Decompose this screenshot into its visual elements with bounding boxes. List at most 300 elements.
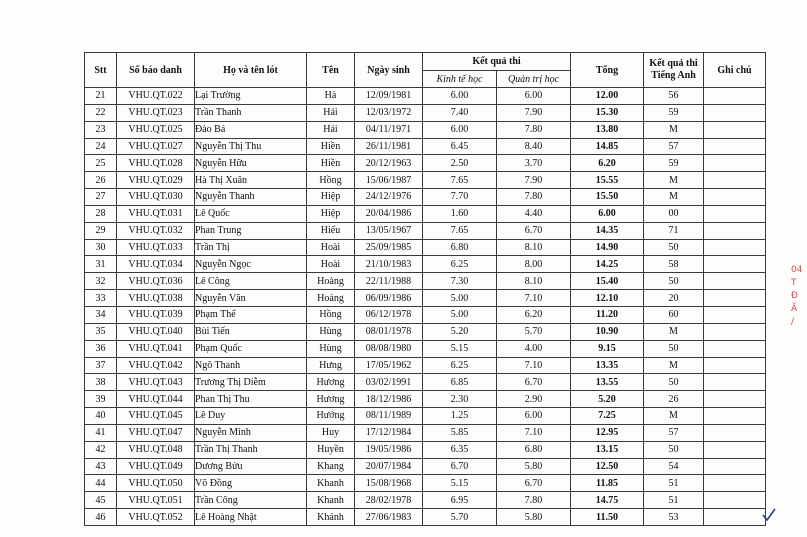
cell-ghi-chu — [704, 239, 766, 256]
cell-stt: 43 — [85, 458, 117, 475]
cell-ghi-chu — [704, 121, 766, 138]
cell-ghi-chu — [704, 391, 766, 408]
cell-tong: 11.50 — [571, 509, 644, 526]
cell-ngay-sinh: 08/01/1978 — [355, 323, 423, 340]
cell-kinh-te-hoc: 6.00 — [423, 88, 497, 105]
cell-ho-ten-lot: Nguyễn Thanh — [195, 189, 307, 206]
cell-quan-tri-hoc: 5.80 — [497, 509, 571, 526]
cell-stt: 21 — [85, 88, 117, 105]
cell-so-bao-danh: VHU.QT.022 — [117, 88, 195, 105]
cell-tong: 14.75 — [571, 492, 644, 509]
cell-quan-tri-hoc: 5.80 — [497, 458, 571, 475]
cell-ngay-sinh: 26/11/1981 — [355, 138, 423, 155]
cell-stt: 32 — [85, 273, 117, 290]
cell-ho-ten-lot: Lê Hoàng Nhật — [195, 509, 307, 526]
cell-ten: Hoài — [307, 239, 355, 256]
cell-ngay-sinh: 19/05/1986 — [355, 441, 423, 458]
header-ho-ten-lot: Họ và tên lót — [195, 53, 307, 88]
cell-tieng-anh: 50 — [644, 273, 704, 290]
cell-ngay-sinh: 20/07/1984 — [355, 458, 423, 475]
cell-kinh-te-hoc: 7.65 — [423, 222, 497, 239]
cell-tong: 12.10 — [571, 290, 644, 307]
cell-tong: 13.80 — [571, 121, 644, 138]
cell-tong: 13.35 — [571, 357, 644, 374]
cell-tieng-anh: 50 — [644, 441, 704, 458]
cell-so-bao-danh: VHU.QT.029 — [117, 172, 195, 189]
cell-tong: 13.15 — [571, 441, 644, 458]
stamp-char: 04 — [791, 265, 803, 275]
cell-ho-ten-lot: Phạm Thế — [195, 306, 307, 323]
cell-tieng-anh: M — [644, 172, 704, 189]
cell-ten: Hương — [307, 374, 355, 391]
cell-ghi-chu — [704, 509, 766, 526]
cell-stt: 42 — [85, 441, 117, 458]
cell-tieng-anh: M — [644, 357, 704, 374]
cell-quan-tri-hoc: 3.70 — [497, 155, 571, 172]
cell-stt: 29 — [85, 222, 117, 239]
cell-stt: 33 — [85, 290, 117, 307]
cell-so-bao-danh: VHU.QT.027 — [117, 138, 195, 155]
cell-ho-ten-lot: Phạm Quốc — [195, 340, 307, 357]
cell-tieng-anh: 59 — [644, 155, 704, 172]
cell-ghi-chu — [704, 104, 766, 121]
cell-ten: Hoàng — [307, 290, 355, 307]
cell-so-bao-danh: VHU.QT.038 — [117, 290, 195, 307]
cell-kinh-te-hoc: 5.15 — [423, 340, 497, 357]
cell-ghi-chu — [704, 189, 766, 206]
cell-ghi-chu — [704, 492, 766, 509]
cell-kinh-te-hoc: 6.95 — [423, 492, 497, 509]
cell-ho-ten-lot: Trần Thị — [195, 239, 307, 256]
cell-ten: Khanh — [307, 475, 355, 492]
cell-tong: 15.55 — [571, 172, 644, 189]
cell-kinh-te-hoc: 5.85 — [423, 424, 497, 441]
cell-stt: 37 — [85, 357, 117, 374]
cell-so-bao-danh: VHU.QT.048 — [117, 441, 195, 458]
cell-ten: Hùng — [307, 340, 355, 357]
cell-stt: 46 — [85, 509, 117, 526]
cell-ghi-chu — [704, 475, 766, 492]
table-row — [85, 222, 766, 239]
cell-ten: Hương — [307, 391, 355, 408]
cell-kinh-te-hoc: 7.65 — [423, 172, 497, 189]
table-row — [85, 138, 766, 155]
header-ket-qua-thi: Kết quả thi — [423, 53, 571, 71]
cell-ten: Hiếu — [307, 222, 355, 239]
table-header — [85, 53, 766, 88]
cell-ten: Hùng — [307, 323, 355, 340]
cell-ghi-chu — [704, 222, 766, 239]
cell-so-bao-danh: VHU.QT.041 — [117, 340, 195, 357]
table-row — [85, 290, 766, 307]
cell-quan-tri-hoc: 7.90 — [497, 172, 571, 189]
cell-tong: 7.25 — [571, 408, 644, 425]
cell-ho-ten-lot: Nguyễn Hữu — [195, 155, 307, 172]
cell-so-bao-danh: VHU.QT.050 — [117, 475, 195, 492]
cell-so-bao-danh: VHU.QT.049 — [117, 458, 195, 475]
cell-ho-ten-lot: Dương Bửu — [195, 458, 307, 475]
cell-so-bao-danh: VHU.QT.033 — [117, 239, 195, 256]
cell-stt: 34 — [85, 306, 117, 323]
cell-tong: 12.50 — [571, 458, 644, 475]
cell-ngay-sinh: 28/02/1978 — [355, 492, 423, 509]
cell-stt: 22 — [85, 104, 117, 121]
cell-ghi-chu — [704, 172, 766, 189]
cell-kinh-te-hoc: 6.25 — [423, 357, 497, 374]
cell-so-bao-danh: VHU.QT.047 — [117, 424, 195, 441]
table-row — [85, 256, 766, 273]
cell-tieng-anh: 50 — [644, 239, 704, 256]
cell-ho-ten-lot: Nguyễn Thị Thu — [195, 138, 307, 155]
cell-stt: 28 — [85, 205, 117, 222]
cell-ngay-sinh: 15/06/1987 — [355, 172, 423, 189]
cell-ghi-chu — [704, 424, 766, 441]
cell-ten: Hiệp — [307, 189, 355, 206]
cell-tieng-anh: 51 — [644, 492, 704, 509]
cell-stt: 31 — [85, 256, 117, 273]
cell-ten: Hải — [307, 121, 355, 138]
cell-ngay-sinh: 08/11/1989 — [355, 408, 423, 425]
cell-so-bao-danh: VHU.QT.034 — [117, 256, 195, 273]
cell-ngay-sinh: 27/06/1983 — [355, 509, 423, 526]
cell-ngay-sinh: 08/08/1980 — [355, 340, 423, 357]
cell-ten: Hiền — [307, 155, 355, 172]
cell-ghi-chu — [704, 306, 766, 323]
cell-ten: Khang — [307, 458, 355, 475]
cell-ten: Khanh — [307, 492, 355, 509]
score-table — [84, 52, 766, 526]
cell-stt: 38 — [85, 374, 117, 391]
cell-ghi-chu — [704, 290, 766, 307]
cell-tong: 9.15 — [571, 340, 644, 357]
cell-ho-ten-lot: Trương Thị Diễm — [195, 374, 307, 391]
cell-ngay-sinh: 17/12/1984 — [355, 424, 423, 441]
cell-tong: 11.20 — [571, 306, 644, 323]
cell-quan-tri-hoc: 6.00 — [497, 408, 571, 425]
table-row — [85, 408, 766, 425]
cell-ngay-sinh: 13/05/1967 — [355, 222, 423, 239]
table-row — [85, 441, 766, 458]
cell-ngay-sinh: 12/09/1981 — [355, 88, 423, 105]
cell-ten: Hà — [307, 88, 355, 105]
cell-ho-ten-lot: Trần Công — [195, 492, 307, 509]
cell-stt: 36 — [85, 340, 117, 357]
cell-ghi-chu — [704, 441, 766, 458]
cell-kinh-te-hoc: 7.30 — [423, 273, 497, 290]
table-row — [85, 306, 766, 323]
cell-tieng-anh: M — [644, 189, 704, 206]
cell-quan-tri-hoc: 5.70 — [497, 323, 571, 340]
cell-ngay-sinh: 04/11/1971 — [355, 121, 423, 138]
table-row — [85, 88, 766, 105]
table-row — [85, 374, 766, 391]
cell-kinh-te-hoc: 6.80 — [423, 239, 497, 256]
cell-tieng-anh: 53 — [644, 509, 704, 526]
cell-ho-ten-lot: Đào Bá — [195, 121, 307, 138]
cell-quan-tri-hoc: 7.80 — [497, 189, 571, 206]
cell-ghi-chu — [704, 205, 766, 222]
cell-ngay-sinh: 25/09/1985 — [355, 239, 423, 256]
table-row — [85, 104, 766, 121]
table-row — [85, 391, 766, 408]
cell-ho-ten-lot: Phan Trung — [195, 222, 307, 239]
cell-stt: 41 — [85, 424, 117, 441]
cell-ten: Hoàng — [307, 273, 355, 290]
cell-ghi-chu — [704, 273, 766, 290]
cell-quan-tri-hoc: 7.10 — [497, 424, 571, 441]
cell-tong: 14.90 — [571, 239, 644, 256]
cell-tong: 14.35 — [571, 222, 644, 239]
header-ket-qua-tieng-anh: Kết quả thi Tiếng Anh — [644, 53, 704, 88]
cell-so-bao-danh: VHU.QT.036 — [117, 273, 195, 290]
cell-tong: 14.85 — [571, 138, 644, 155]
cell-quan-tri-hoc: 6.70 — [497, 374, 571, 391]
table-row — [85, 239, 766, 256]
ink-check-mark-icon — [762, 508, 776, 522]
table-row — [85, 323, 766, 340]
cell-so-bao-danh: VHU.QT.043 — [117, 374, 195, 391]
table-row — [85, 155, 766, 172]
cell-ten: Khánh — [307, 509, 355, 526]
cell-ho-ten-lot: Trần Thị Thanh — [195, 441, 307, 458]
cell-kinh-te-hoc: 6.00 — [423, 121, 497, 138]
cell-ho-ten-lot: Nguyễn Văn — [195, 290, 307, 307]
cell-tong: 15.30 — [571, 104, 644, 121]
cell-ghi-chu — [704, 88, 766, 105]
cell-so-bao-danh: VHU.QT.031 — [117, 205, 195, 222]
cell-ngay-sinh: 20/04/1986 — [355, 205, 423, 222]
cell-tieng-anh: 59 — [644, 104, 704, 121]
cell-ngay-sinh: 06/09/1986 — [355, 290, 423, 307]
cell-ghi-chu — [704, 256, 766, 273]
cell-ghi-chu — [704, 155, 766, 172]
cell-ngay-sinh: 22/11/1988 — [355, 273, 423, 290]
cell-stt: 39 — [85, 391, 117, 408]
cell-ghi-chu — [704, 408, 766, 425]
cell-kinh-te-hoc: 5.15 — [423, 475, 497, 492]
cell-quan-tri-hoc: 6.00 — [497, 88, 571, 105]
cell-tieng-anh: 50 — [644, 374, 704, 391]
cell-ghi-chu — [704, 323, 766, 340]
cell-tong: 14.25 — [571, 256, 644, 273]
table-row — [85, 273, 766, 290]
cell-kinh-te-hoc: 7.70 — [423, 189, 497, 206]
cell-tong: 6.20 — [571, 155, 644, 172]
cell-ngay-sinh: 12/03/1972 — [355, 104, 423, 121]
cell-tieng-anh: 51 — [644, 475, 704, 492]
table-row — [85, 458, 766, 475]
cell-ten: Huyền — [307, 441, 355, 458]
cell-so-bao-danh: VHU.QT.051 — [117, 492, 195, 509]
cell-ngay-sinh: 20/12/1963 — [355, 155, 423, 172]
stamp-char: / — [791, 317, 795, 327]
cell-ngay-sinh: 06/12/1978 — [355, 306, 423, 323]
cell-ten: Hiệp — [307, 205, 355, 222]
cell-quan-tri-hoc: 6.70 — [497, 475, 571, 492]
stamp-char: T — [791, 278, 797, 288]
cell-kinh-te-hoc: 1.25 — [423, 408, 497, 425]
stamp-char: Đ — [791, 291, 798, 301]
cell-stt: 30 — [85, 239, 117, 256]
cell-ngay-sinh: 18/12/1986 — [355, 391, 423, 408]
table-row — [85, 509, 766, 526]
cell-stt: 23 — [85, 121, 117, 138]
table-body — [85, 88, 766, 526]
cell-tieng-anh: 54 — [644, 458, 704, 475]
cell-tieng-anh: 58 — [644, 256, 704, 273]
cell-quan-tri-hoc: 6.80 — [497, 441, 571, 458]
cell-tieng-anh: 71 — [644, 222, 704, 239]
cell-tieng-anh: M — [644, 121, 704, 138]
cell-ten: Hồng — [307, 172, 355, 189]
cell-kinh-te-hoc: 6.35 — [423, 441, 497, 458]
cell-ngay-sinh: 24/12/1976 — [355, 189, 423, 206]
cell-so-bao-danh: VHU.QT.028 — [117, 155, 195, 172]
cell-tong: 15.40 — [571, 273, 644, 290]
cell-tieng-anh: 57 — [644, 138, 704, 155]
table-row — [85, 189, 766, 206]
cell-ho-ten-lot: Lê Quốc — [195, 205, 307, 222]
cell-ho-ten-lot: Ngô Thanh — [195, 357, 307, 374]
cell-ghi-chu — [704, 138, 766, 155]
cell-quan-tri-hoc: 7.90 — [497, 104, 571, 121]
cell-ho-ten-lot: Võ Đồng — [195, 475, 307, 492]
cell-stt: 44 — [85, 475, 117, 492]
red-stamp-fragment — [791, 264, 807, 374]
cell-kinh-te-hoc: 6.25 — [423, 256, 497, 273]
cell-ngay-sinh: 15/08/1968 — [355, 475, 423, 492]
table-row — [85, 424, 766, 441]
cell-ho-ten-lot: Nguyễn Minh — [195, 424, 307, 441]
cell-so-bao-danh: VHU.QT.030 — [117, 189, 195, 206]
cell-quan-tri-hoc: 7.80 — [497, 121, 571, 138]
cell-tieng-anh: 00 — [644, 205, 704, 222]
cell-ten: Hướng — [307, 408, 355, 425]
cell-so-bao-danh: VHU.QT.040 — [117, 323, 195, 340]
cell-so-bao-danh: VHU.QT.023 — [117, 104, 195, 121]
cell-quan-tri-hoc: 8.10 — [497, 273, 571, 290]
cell-tong: 11.85 — [571, 475, 644, 492]
cell-stt: 35 — [85, 323, 117, 340]
cell-tong: 6.00 — [571, 205, 644, 222]
cell-quan-tri-hoc: 7.10 — [497, 357, 571, 374]
cell-so-bao-danh: VHU.QT.042 — [117, 357, 195, 374]
cell-stt: 25 — [85, 155, 117, 172]
cell-tieng-anh: 26 — [644, 391, 704, 408]
cell-quan-tri-hoc: 8.10 — [497, 239, 571, 256]
cell-ghi-chu — [704, 340, 766, 357]
cell-kinh-te-hoc: 5.00 — [423, 306, 497, 323]
table-row — [85, 121, 766, 138]
cell-ho-ten-lot: Nguyễn Ngọc — [195, 256, 307, 273]
cell-ngay-sinh: 17/05/1962 — [355, 357, 423, 374]
cell-ghi-chu — [704, 374, 766, 391]
cell-tong: 12.95 — [571, 424, 644, 441]
header-ten: Tên — [307, 53, 355, 88]
cell-tieng-anh: 50 — [644, 340, 704, 357]
cell-ho-ten-lot: Trần Thanh — [195, 104, 307, 121]
cell-stt: 26 — [85, 172, 117, 189]
cell-ten: Hiền — [307, 138, 355, 155]
cell-ho-ten-lot: Hà Thị Xuân — [195, 172, 307, 189]
cell-so-bao-danh: VHU.QT.039 — [117, 306, 195, 323]
cell-tong: 12.00 — [571, 88, 644, 105]
cell-quan-tri-hoc: 6.70 — [497, 222, 571, 239]
cell-kinh-te-hoc: 5.70 — [423, 509, 497, 526]
cell-tieng-anh: M — [644, 408, 704, 425]
cell-tieng-anh: 60 — [644, 306, 704, 323]
cell-tong: 5.20 — [571, 391, 644, 408]
table-row — [85, 172, 766, 189]
table-row — [85, 340, 766, 357]
cell-tieng-anh: M — [644, 323, 704, 340]
cell-kinh-te-hoc: 6.85 — [423, 374, 497, 391]
cell-ngay-sinh: 03/02/1991 — [355, 374, 423, 391]
cell-so-bao-danh: VHU.QT.052 — [117, 509, 195, 526]
cell-tieng-anh: 56 — [644, 88, 704, 105]
cell-kinh-te-hoc: 1.60 — [423, 205, 497, 222]
cell-ho-ten-lot: Lại Trường — [195, 88, 307, 105]
cell-ten: Hải — [307, 104, 355, 121]
cell-ten: Huy — [307, 424, 355, 441]
cell-ghi-chu — [704, 458, 766, 475]
cell-quan-tri-hoc: 8.00 — [497, 256, 571, 273]
stamp-char: Ă — [791, 304, 798, 314]
cell-quan-tri-hoc: 2.90 — [497, 391, 571, 408]
cell-stt: 27 — [85, 189, 117, 206]
header-so-bao-danh: Số báo danh — [117, 53, 195, 88]
cell-tong: 10.90 — [571, 323, 644, 340]
cell-quan-tri-hoc: 7.80 — [497, 492, 571, 509]
cell-stt: 24 — [85, 138, 117, 155]
cell-kinh-te-hoc: 5.20 — [423, 323, 497, 340]
cell-tong: 13.55 — [571, 374, 644, 391]
table-row — [85, 492, 766, 509]
cell-ten: Hoài — [307, 256, 355, 273]
cell-ngay-sinh: 21/10/1983 — [355, 256, 423, 273]
cell-so-bao-danh: VHU.QT.045 — [117, 408, 195, 425]
cell-so-bao-danh: VHU.QT.044 — [117, 391, 195, 408]
cell-stt: 40 — [85, 408, 117, 425]
cell-quan-tri-hoc: 4.00 — [497, 340, 571, 357]
table-row — [85, 357, 766, 374]
cell-ho-ten-lot: Lê Duy — [195, 408, 307, 425]
cell-kinh-te-hoc: 6.70 — [423, 458, 497, 475]
header-ghi-chu: Ghi chú — [704, 53, 766, 88]
cell-quan-tri-hoc: 8.40 — [497, 138, 571, 155]
cell-kinh-te-hoc: 6.45 — [423, 138, 497, 155]
cell-tieng-anh: 20 — [644, 290, 704, 307]
header-ngay-sinh: Ngày sinh — [355, 53, 423, 88]
cell-kinh-te-hoc: 2.50 — [423, 155, 497, 172]
cell-tieng-anh: 57 — [644, 424, 704, 441]
cell-kinh-te-hoc: 7.40 — [423, 104, 497, 121]
cell-ten: Hưng — [307, 357, 355, 374]
cell-so-bao-danh: VHU.QT.032 — [117, 222, 195, 239]
cell-so-bao-danh: VHU.QT.025 — [117, 121, 195, 138]
cell-ghi-chu — [704, 357, 766, 374]
cell-quan-tri-hoc: 4.40 — [497, 205, 571, 222]
cell-stt: 45 — [85, 492, 117, 509]
cell-kinh-te-hoc: 2.30 — [423, 391, 497, 408]
table-row — [85, 475, 766, 492]
header-tong: Tổng — [571, 53, 644, 88]
cell-ho-ten-lot: Phan Thị Thu — [195, 391, 307, 408]
cell-ten: Hồng — [307, 306, 355, 323]
header-kinh-te-hoc: Kinh tế học — [423, 71, 497, 88]
header-stt: Stt — [85, 53, 117, 88]
cell-ho-ten-lot: Lê Công — [195, 273, 307, 290]
